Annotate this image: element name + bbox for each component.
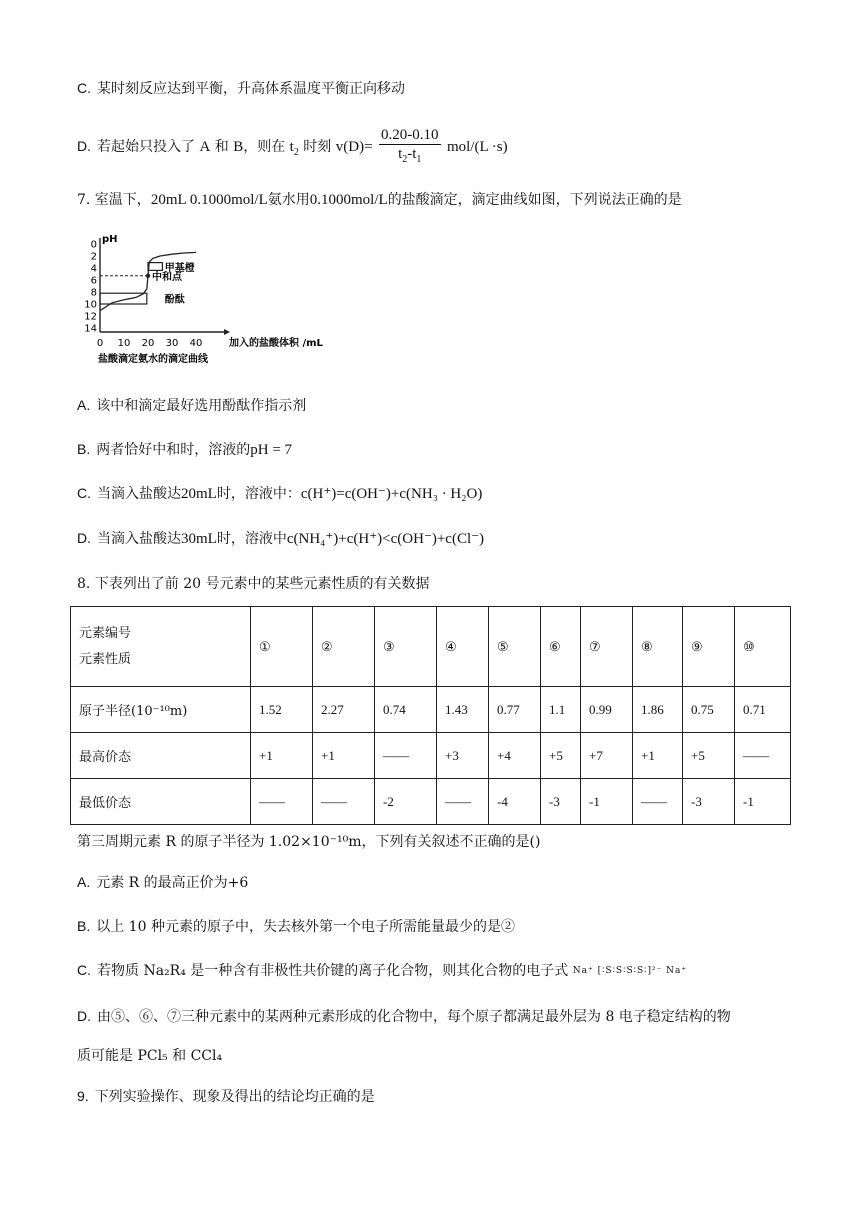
table-cell: +1 bbox=[313, 733, 375, 779]
q7-option-a bbox=[77, 395, 306, 416]
x-tick-label: 10 bbox=[117, 338, 131, 349]
y-tick-label: 14 bbox=[84, 323, 97, 335]
table-cell: +7 bbox=[581, 733, 633, 779]
table-cell: +1 bbox=[251, 733, 313, 779]
option-text: 和 bbox=[214, 139, 229, 155]
chart-caption: 盐酸滴定氨水的滴定曲线 bbox=[98, 354, 208, 365]
q6-option-d bbox=[77, 122, 508, 170]
table-cell: 2.27 bbox=[313, 687, 375, 733]
equation: c(H⁺)=c(OH⁻)+c(NH₃ · H₂O) bbox=[300, 486, 483, 502]
element-number: ① bbox=[251, 607, 313, 687]
sub: 1 bbox=[416, 153, 422, 165]
option-text: 两者恰好中和时，溶液的 bbox=[96, 442, 251, 458]
table-cell: +5 bbox=[541, 733, 581, 779]
row-label: 原子半径(10⁻¹⁰m) bbox=[71, 687, 251, 733]
table-cell: 1.52 bbox=[251, 687, 313, 733]
option-letter: D. bbox=[77, 530, 91, 546]
table-cell: -1 bbox=[581, 779, 633, 825]
table-row bbox=[71, 733, 791, 779]
option-letter: C. bbox=[77, 962, 91, 978]
q7-option-d bbox=[77, 528, 484, 549]
q8-option-d-cont bbox=[77, 1046, 222, 1066]
time-t2 bbox=[289, 139, 299, 158]
q8-option-d bbox=[77, 1006, 731, 1027]
t: t bbox=[289, 139, 294, 155]
option-text: ，则在 bbox=[243, 139, 286, 155]
element-number: ⑩ bbox=[735, 607, 791, 687]
x-tick-label: 0 bbox=[96, 338, 104, 349]
volume: 20mL bbox=[181, 486, 217, 502]
table-cell: +3 bbox=[437, 733, 489, 779]
stem-text: 下列实验操作、现象及得出的结论均正确的是 bbox=[94, 1089, 375, 1105]
y-axis-label: pH bbox=[102, 234, 118, 245]
q8-stem bbox=[77, 574, 430, 594]
rate-expr: v(D)= bbox=[335, 139, 373, 155]
table-row bbox=[71, 687, 791, 733]
option-letter: C. bbox=[77, 80, 91, 96]
table-cell: 1.1 bbox=[541, 687, 581, 733]
annotation-methyl-orange: 甲基橙 bbox=[164, 262, 195, 274]
table-cell: 0.77 bbox=[489, 687, 541, 733]
element-number: ⑦ bbox=[581, 607, 633, 687]
value: 20mL 0.1000mol/L bbox=[150, 192, 268, 208]
fraction-numerator: 0.20-0.10 bbox=[381, 126, 439, 143]
y-tick-label: 0 bbox=[90, 239, 97, 251]
table-cell: +5 bbox=[683, 733, 735, 779]
titration-chart bbox=[84, 230, 334, 370]
table-cell: +4 bbox=[489, 733, 541, 779]
table-cell: +1 bbox=[633, 733, 683, 779]
option-text: 若物质 Na₂R₄ 是一种含有非极性共价键的离子化合物，则其化合物的电子式 bbox=[97, 963, 569, 979]
table-cell: -3 bbox=[683, 779, 735, 825]
q8-option-a bbox=[77, 872, 248, 893]
option-text: 当滴入盐酸达 bbox=[97, 486, 181, 502]
q7-option-c bbox=[77, 483, 482, 504]
table-cell: 0.74 bbox=[375, 687, 437, 733]
header-label: 元素编号 bbox=[79, 625, 132, 641]
stem-text: 的盐酸滴定，滴定曲线如图，下列说法正确的是 bbox=[387, 192, 682, 208]
y-tick-label: 12 bbox=[84, 311, 97, 323]
option-letter: B. bbox=[77, 918, 91, 934]
table-header-row bbox=[71, 607, 791, 687]
y-tick-label: 10 bbox=[84, 299, 97, 311]
stem-text: 7. 室温下， bbox=[77, 192, 151, 208]
table-cell: —— bbox=[251, 779, 313, 825]
question-number: 9. bbox=[77, 1088, 89, 1104]
y-tick-label: 2 bbox=[90, 251, 97, 263]
volume: 30mL bbox=[181, 531, 217, 547]
var-a: A bbox=[199, 139, 211, 155]
q6-option-c bbox=[77, 78, 405, 99]
y-tick-label: 4 bbox=[90, 263, 97, 275]
option-letter: B. bbox=[77, 441, 91, 457]
stem-text: 第三周期元素 R 的原子半径为 1.02×10⁻¹⁰m，下列有关叙述不正确的是() bbox=[77, 834, 541, 850]
row-label: 最低价态 bbox=[71, 779, 251, 825]
table-cell: —— bbox=[735, 733, 791, 779]
q7-option-b bbox=[77, 439, 292, 460]
x-tick-label: 30 bbox=[165, 338, 179, 349]
table-cell: 1.43 bbox=[437, 687, 489, 733]
element-number: ④ bbox=[437, 607, 489, 687]
option-text: 某时刻反应达到平衡，升高体系温度平衡正向移动 bbox=[97, 81, 405, 97]
element-number: ③ bbox=[375, 607, 437, 687]
electron-dot-formula: Na⁺ [∶S∶S∶S∶S∶]²⁻ Na⁺ bbox=[572, 966, 688, 976]
option-letter: D. bbox=[77, 1008, 91, 1024]
fraction-denominator bbox=[379, 145, 441, 169]
x-tick-label: 40 bbox=[189, 338, 203, 349]
table-cell: -2 bbox=[375, 779, 437, 825]
table-cell: -3 bbox=[541, 779, 581, 825]
table-cell: -4 bbox=[489, 779, 541, 825]
option-text: 由⑤、⑥、⑦三种元素中的某两种元素形成的化合物中，每个原子都满足最外层为 8 电子稳定结构的物 bbox=[97, 1009, 731, 1025]
var-b: B bbox=[233, 139, 244, 155]
q8-after-table bbox=[77, 832, 540, 852]
stem-text: 8. 下表列出了前 20 号元素中的某些元素性质的有关数据 bbox=[77, 576, 430, 592]
element-number: ⑨ bbox=[683, 607, 735, 687]
q8-option-c bbox=[77, 960, 687, 981]
option-letter: A. bbox=[77, 874, 91, 890]
x-tick-label: 20 bbox=[141, 338, 155, 349]
option-letter: D. bbox=[77, 138, 91, 154]
option-text: 元素 R 的最高正价为+6 bbox=[96, 875, 249, 891]
q7-stem bbox=[77, 190, 682, 210]
option-text: 时，溶液中： bbox=[216, 486, 301, 502]
y-tick-label: 6 bbox=[90, 275, 97, 287]
option-text: 若起始只投入了 bbox=[97, 139, 195, 155]
methyl-orange-range bbox=[148, 263, 162, 271]
table-cell: —— bbox=[313, 779, 375, 825]
x-axis-label: 加入的盐酸体积 /mL bbox=[229, 338, 323, 349]
header-label: 元素性质 bbox=[79, 651, 132, 667]
ph-value: pH = 7 bbox=[250, 442, 293, 458]
table-cell: -1 bbox=[735, 779, 791, 825]
y-tick-label: 8 bbox=[90, 287, 97, 299]
table-cell: 0.75 bbox=[683, 687, 735, 733]
q9-stem bbox=[77, 1086, 375, 1107]
row-label: 最高价态 bbox=[71, 733, 251, 779]
sub: 2 bbox=[293, 147, 299, 158]
element-properties-table bbox=[70, 606, 791, 825]
t: -t bbox=[407, 145, 417, 162]
table-cell: 0.71 bbox=[735, 687, 791, 733]
unit: mol/(L ·s) bbox=[446, 139, 508, 155]
option-letter: C. bbox=[77, 485, 91, 501]
option-text: 该中和滴定最好选用酚酞作指示剂 bbox=[96, 398, 307, 414]
annotation-phenolphthalein: 酚酞 bbox=[164, 294, 185, 306]
table-cell: 1.86 bbox=[633, 687, 683, 733]
table-row bbox=[71, 779, 791, 825]
option-text: 当滴入盐酸达 bbox=[97, 531, 181, 547]
table-cell: —— bbox=[437, 779, 489, 825]
rate-fraction bbox=[379, 126, 441, 169]
value: 0.1000mol/L bbox=[309, 192, 388, 208]
option-text: 质可能是 PCl₅ 和 CCl₄ bbox=[77, 1048, 223, 1064]
annotation-equivalence-point: 中和点 bbox=[152, 271, 182, 283]
table-cell: 0.99 bbox=[581, 687, 633, 733]
option-letter: A. bbox=[77, 397, 91, 413]
table-cell: —— bbox=[375, 733, 437, 779]
sub: 2 bbox=[402, 153, 408, 165]
table-cell: —— bbox=[633, 779, 683, 825]
element-number: ⑤ bbox=[489, 607, 541, 687]
option-text: 时，溶液中 bbox=[216, 531, 287, 547]
q8-option-b bbox=[77, 916, 515, 937]
equation: c(NH₄⁺)+c(H⁺)<c(OH⁻)+c(Cl⁻) bbox=[286, 531, 485, 547]
element-number: ⑥ bbox=[541, 607, 581, 687]
element-number: ② bbox=[313, 607, 375, 687]
option-text: 时刻 bbox=[303, 139, 332, 155]
header-label-cell bbox=[71, 607, 251, 687]
t: t bbox=[398, 145, 403, 162]
stem-text: 氨水用 bbox=[267, 192, 310, 208]
element-number: ⑧ bbox=[633, 607, 683, 687]
option-text: 以上 10 种元素的原子中，失去核外第一个电子所需能量最少的是② bbox=[96, 919, 515, 935]
x-axis-arrow bbox=[224, 329, 230, 335]
